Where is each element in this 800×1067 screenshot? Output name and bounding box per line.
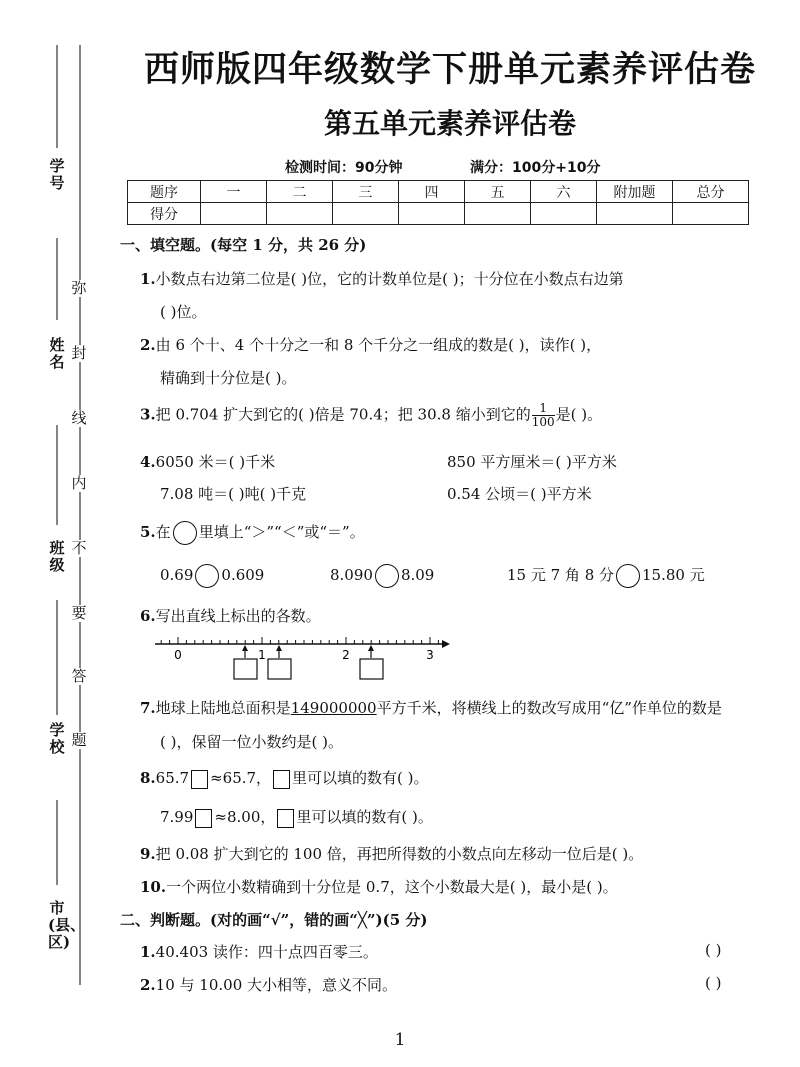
score-input-cell[interactable] <box>531 203 597 225</box>
question-6 <box>140 605 321 626</box>
question-5 <box>140 521 365 545</box>
question-text: 65.7 <box>155 769 190 787</box>
compare-right: 15.80 元 <box>642 566 705 584</box>
question-number: 7. <box>140 699 156 717</box>
question-text: 是( )。 <box>555 405 603 424</box>
blank-square[interactable] <box>191 770 208 789</box>
score-table-header-row <box>128 181 749 203</box>
page-subtitle: 第五单元素养评估卷 <box>323 107 576 140</box>
judge-answer-paren[interactable]: ( ) <box>705 941 722 959</box>
question-9 <box>140 843 643 864</box>
table-cell: 题序 <box>128 181 201 203</box>
question-text: ≈65.7， <box>210 769 272 787</box>
question-text: 地球上陆地总面积是 <box>155 699 291 717</box>
question-1-line2: ( )位。 <box>160 303 207 321</box>
compare-right: 8.09 <box>400 566 435 584</box>
question-text: 把 0.08 扩大到它的 100 倍，再把所得数的小数点向左移动一位后是( )。 <box>155 845 644 863</box>
page-title: 西师版四年级数学下册单元素养评估卷 <box>143 50 756 90</box>
judge-question-1 <box>140 941 378 962</box>
score-input-cell[interactable] <box>673 203 749 225</box>
seal-char: 答 <box>71 667 87 685</box>
table-cell: 得分 <box>128 203 201 225</box>
table-cell: 三 <box>333 181 399 203</box>
seal-char: 题 <box>71 731 87 749</box>
seal-char: 线 <box>71 409 87 427</box>
student-id-label: 学号 <box>49 157 65 192</box>
question-number: 6. <box>140 607 156 625</box>
square-icon <box>277 809 294 828</box>
score-input-cell[interactable] <box>201 203 267 225</box>
city-label: 市(县、区) <box>48 899 86 951</box>
tick-label: 1 <box>258 648 266 662</box>
binding-lines <box>0 0 110 1000</box>
tick-label: 2 <box>342 648 350 662</box>
arrow-icon <box>368 645 374 651</box>
question-4-a <box>140 451 275 472</box>
question-3 <box>140 402 602 429</box>
section-heading: 一、填空题。(每空 1 分，共 26 分) <box>120 236 367 254</box>
question-8-b <box>160 806 433 828</box>
name-label: 姓名 <box>49 336 65 371</box>
section-heading: 二、判断题。(对的画“√”，错的画“╳”)(5 分) <box>120 911 428 929</box>
answer-box[interactable] <box>268 659 291 679</box>
question-number: 1. <box>140 270 156 288</box>
table-cell: 五 <box>465 181 531 203</box>
question-text: 里可以填的数有( )。 <box>292 769 429 787</box>
question-2-line2: 精确到十分位是( )。 <box>160 369 297 387</box>
table-cell: 四 <box>399 181 465 203</box>
question-number: 5. <box>140 523 156 541</box>
score-input-cell[interactable] <box>465 203 531 225</box>
question-text: 把 0.704 扩大到它的( )倍是 70.4；把 30.8 缩小到它的 <box>155 405 531 424</box>
square-icon <box>273 770 290 789</box>
table-cell: 总分 <box>673 181 749 203</box>
question-text: 由 6 个十、4 个十分之一和 8 个千分之一组成的数是( )，读作( )， <box>155 336 602 354</box>
exam-time: 检测时间：90分钟 <box>285 160 403 176</box>
blank-square[interactable] <box>195 809 212 828</box>
tick-label: 3 <box>426 648 434 662</box>
underlined-number: 149000000 <box>290 699 377 717</box>
arrow-icon <box>276 645 282 651</box>
question-5-item-c <box>507 564 705 588</box>
seal-char: 弥 <box>71 279 87 297</box>
judge-question-2 <box>140 974 397 995</box>
table-cell: 附加题 <box>597 181 673 203</box>
question-7-line2: ( )，保留一位小数约是( )。 <box>160 733 343 751</box>
question-text: 写出直线上标出的各数。 <box>155 607 321 625</box>
fraction-numerator: 1 <box>532 402 555 416</box>
school-label: 学校 <box>49 721 65 756</box>
question-number: 10. <box>140 878 167 896</box>
question-8-a <box>140 767 429 789</box>
compare-right: 0.609 <box>221 566 265 584</box>
class-label: 班级 <box>49 539 65 574</box>
question-number: 1. <box>140 943 156 961</box>
question-text: 10 与 10.00 大小相等，意义不同。 <box>155 976 398 994</box>
score-input-cell[interactable] <box>267 203 333 225</box>
table-cell: 一 <box>201 181 267 203</box>
question-5-item-b <box>330 564 434 588</box>
answer-box[interactable] <box>360 659 383 679</box>
compare-answer-circle[interactable] <box>616 564 640 588</box>
question-7-line1 <box>140 697 722 718</box>
arrow-icon <box>442 640 450 648</box>
seal-char: 内 <box>71 474 87 492</box>
compare-circle-icon <box>173 521 197 545</box>
number-line-ticks <box>161 637 438 644</box>
compare-left: 0.69 <box>160 566 194 584</box>
fraction <box>532 402 555 429</box>
tick-label: 0 <box>174 648 182 662</box>
question-number: 3. <box>140 405 156 424</box>
score-input-cell[interactable] <box>399 203 465 225</box>
question-text: 小数点右边第二位是( )位，它的计数单位是( )；十分位在小数点右边第 <box>155 270 624 288</box>
question-text: ≈8.00， <box>214 808 276 826</box>
fraction-denominator: 100 <box>531 415 555 429</box>
question-4-c: 7.08 吨＝( )吨( )千克 <box>160 485 307 503</box>
question-text: 7.99 <box>160 808 194 826</box>
compare-answer-circle[interactable] <box>375 564 399 588</box>
score-table <box>127 180 749 225</box>
judge-answer-paren[interactable]: ( ) <box>705 974 722 992</box>
seal-char: 要 <box>71 604 87 622</box>
question-1-line1 <box>140 268 624 289</box>
seal-char: 不 <box>71 539 87 557</box>
answer-box[interactable] <box>234 659 257 679</box>
compare-answer-circle[interactable] <box>195 564 219 588</box>
compare-left: 8.090 <box>330 566 373 584</box>
question-4-d: 0.54 公顷＝( )平方米 <box>447 485 592 503</box>
question-4-b: 850 平方厘米＝( )平方米 <box>447 453 617 471</box>
question-number: 4. <box>140 453 156 471</box>
compare-left: 15 元 7 角 8 分 <box>507 566 615 584</box>
score-table-score-row <box>128 203 749 225</box>
score-input-cell[interactable] <box>333 203 399 225</box>
question-text: 里填上“＞”“＜”或“＝”。 <box>198 523 365 541</box>
table-cell: 六 <box>531 181 597 203</box>
question-number: 2. <box>140 976 156 994</box>
question-number: 9. <box>140 845 156 863</box>
question-text: 在 <box>155 523 171 541</box>
question-number: 8. <box>140 769 156 787</box>
question-5-item-a <box>160 564 264 588</box>
question-number: 2. <box>140 336 156 354</box>
full-score: 满分：100分+10分 <box>470 160 601 176</box>
page-number: 1 <box>394 1030 406 1050</box>
number-line <box>150 632 460 692</box>
table-cell: 二 <box>267 181 333 203</box>
score-input-cell[interactable] <box>597 203 673 225</box>
question-text: 40.403 读作：四十点四百零三。 <box>155 943 378 961</box>
question-text: 6050 米＝( )千米 <box>155 453 276 471</box>
question-text: 平方千米，将横线上的数改写成用“亿”作单位的数是 <box>376 699 722 717</box>
question-2-line1 <box>140 334 601 355</box>
seal-char: 封 <box>71 344 87 362</box>
question-10 <box>140 876 618 897</box>
question-text: 一个两位小数精确到十分位是 0.7，这个小数最大是( )，最小是( )。 <box>166 878 618 896</box>
question-text: 里可以填的数有( )。 <box>296 808 433 826</box>
arrow-icon <box>242 645 248 651</box>
